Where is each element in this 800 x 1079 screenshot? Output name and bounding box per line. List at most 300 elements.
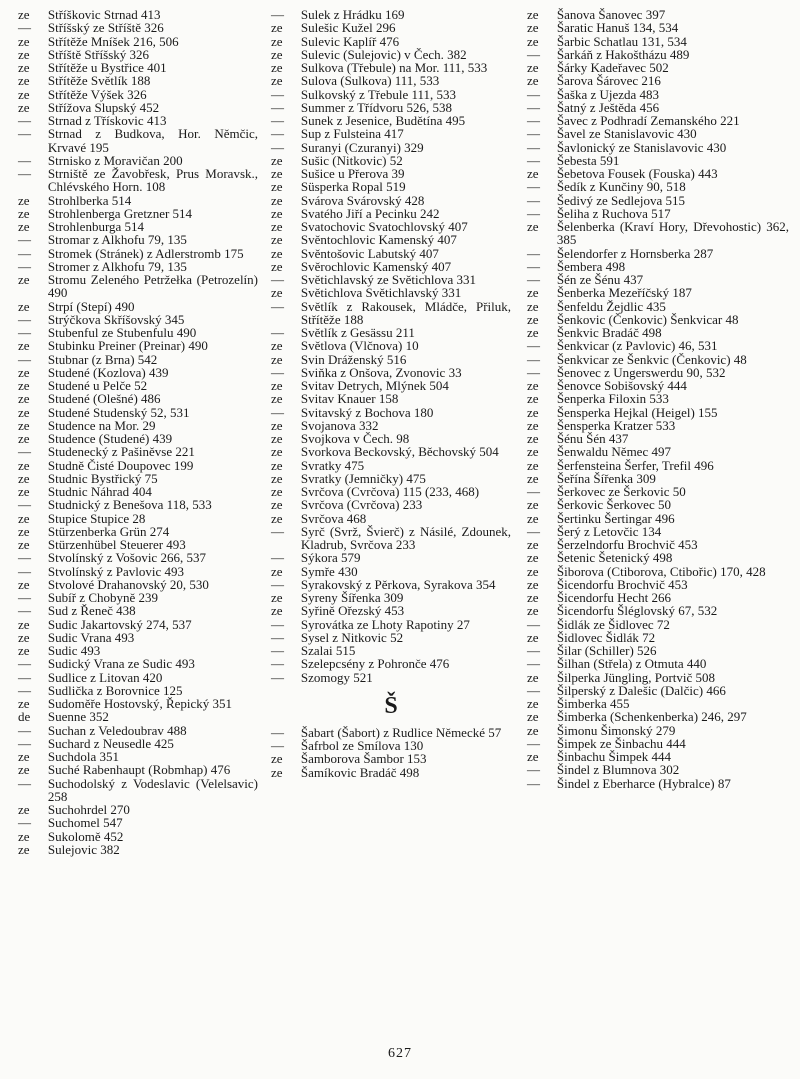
- index-entry: [271, 366, 511, 379]
- entry-text: Studené (Kozlova) 439: [47, 364, 169, 380]
- entry-text: Stříšský ze Stříště 326: [47, 20, 164, 36]
- entry-prefix: —: [18, 656, 31, 672]
- entry-prefix: —: [271, 616, 284, 632]
- entry-text: Svěntošovic Labutský 407: [300, 245, 439, 261]
- index-entry: [271, 207, 511, 220]
- entry-text: Sudic 493: [47, 643, 101, 658]
- entry-text: Suchomel 547: [47, 815, 123, 831]
- index-entry: [271, 604, 511, 617]
- entry-prefix: ze: [18, 404, 30, 420]
- index-entry: [271, 35, 511, 48]
- entry-prefix: ze: [271, 179, 283, 195]
- entry-prefix: —: [527, 735, 540, 751]
- index-entry: [271, 631, 511, 644]
- entry-prefix: ze: [527, 550, 539, 566]
- index-entry: [527, 313, 789, 326]
- entry-text: Studnic Náhrad 404: [47, 484, 152, 499]
- entry-text: Stříště Stříšský 326: [47, 46, 150, 62]
- entry-prefix: —: [527, 351, 540, 367]
- entry-text: Syrč (Svrž, Švierč) z Násilé, Zdounek, Kladrub, Svrčova 233: [300, 523, 511, 552]
- index-entry: [527, 737, 789, 750]
- entry-text: Šafrbol ze Smílova 130: [300, 738, 424, 753]
- entry-text: Střítěže Světlík 188: [47, 73, 151, 89]
- entry-text: Syreny Šířenka 309: [300, 590, 404, 605]
- entry-prefix: —: [18, 563, 31, 579]
- entry-prefix: —: [271, 643, 284, 658]
- entry-text: Světlova (Vlčnova) 10: [300, 338, 419, 354]
- entry-text: Šamíkovic Bradáč 498: [300, 764, 420, 780]
- index-entry: [527, 273, 789, 286]
- index-column-3: [527, 8, 789, 790]
- entry-text: Šerkovec ze Šerkovic 50: [556, 484, 686, 499]
- entry-text: Šenperka Filoxin 533: [556, 391, 669, 407]
- entry-prefix: ze: [271, 457, 283, 473]
- entry-text: Šensperka Hejkal (Heigel) 155: [556, 404, 718, 420]
- entry-prefix: —: [271, 325, 284, 340]
- entry-prefix: —: [527, 126, 540, 142]
- entry-prefix: ze: [18, 219, 30, 234]
- entry-text: Světichlavský ze Světichlova 331: [300, 272, 476, 287]
- index-entry: [18, 167, 258, 194]
- entry-prefix: ze: [271, 351, 283, 367]
- entry-prefix: ze: [271, 46, 283, 62]
- entry-text: Sulevic Kaplíř 476: [300, 33, 400, 49]
- entry-text: Střítěže Mníšek 216, 506: [47, 33, 179, 49]
- entry-prefix: ze: [18, 629, 30, 645]
- entry-text: Svrčova 468: [300, 510, 367, 526]
- entry-text: Symře 430: [300, 563, 358, 579]
- entry-text: Svojanova 332: [300, 417, 379, 433]
- entry-text: Stromer z Alkhofu 79, 135: [47, 258, 187, 274]
- index-entry: [527, 406, 789, 419]
- entry-prefix: ze: [18, 841, 30, 857]
- index-entry: [271, 472, 511, 485]
- index-entry: [527, 220, 789, 247]
- entry-text: Svitav Knauer 158: [300, 391, 399, 407]
- entry-prefix: —: [18, 735, 31, 751]
- entry-prefix: ze: [527, 298, 539, 314]
- index-entry: [18, 114, 258, 127]
- entry-text: Svatochovic Svatochlovský 407: [300, 219, 468, 234]
- index-entry: [18, 485, 258, 498]
- index-entry: [18, 830, 258, 843]
- entry-prefix: —: [271, 139, 284, 155]
- entry-prefix: —: [271, 298, 284, 314]
- index-entry: [18, 61, 258, 74]
- entry-text: Subíř z Chobyně 239: [47, 590, 159, 605]
- entry-prefix: —: [18, 590, 31, 605]
- entry-text: Šertinku Šertingar 496: [556, 510, 675, 526]
- entry-prefix: ze: [18, 364, 30, 380]
- entry-prefix: —: [271, 86, 284, 102]
- entry-prefix: ze: [18, 431, 30, 446]
- entry-prefix: ze: [527, 470, 539, 486]
- index-entry: [271, 498, 511, 511]
- index-entry: [18, 220, 258, 233]
- entry-prefix: —: [271, 113, 284, 128]
- entry-text: Šenwaldu Němec 497: [556, 444, 671, 460]
- index-entry: [271, 657, 511, 670]
- index-entry: [18, 339, 258, 352]
- index-entry: [18, 750, 258, 763]
- entry-text: Suchodolský z Vodeslavic (Velelsavic) 258: [47, 775, 258, 804]
- index-entry: [271, 21, 511, 34]
- index-entry: [527, 247, 789, 260]
- entry-prefix: ze: [271, 431, 283, 446]
- entry-text: Sup z Fulsteina 417: [300, 126, 404, 142]
- entry-prefix: —: [271, 404, 284, 420]
- index-entry: [18, 392, 258, 405]
- index-entry: [271, 339, 511, 352]
- index-entry: [18, 777, 258, 804]
- entry-text: Šeřína Šířenka 309: [556, 470, 656, 486]
- entry-text: Sulešic Kužel 296: [300, 20, 396, 36]
- entry-prefix: ze: [18, 643, 30, 658]
- index-entry: [18, 8, 258, 21]
- entry-prefix: ze: [527, 33, 539, 49]
- entry-prefix: ze: [18, 616, 30, 632]
- index-entry: [18, 127, 258, 154]
- entry-text: Studnický z Benešova 118, 533: [47, 497, 212, 513]
- index-entry: [271, 260, 511, 273]
- entry-prefix: ze: [18, 73, 30, 89]
- index-entry: [527, 684, 789, 697]
- entry-prefix: ze: [18, 828, 30, 844]
- index-entry: [527, 392, 789, 405]
- index-entry: [527, 366, 789, 379]
- entry-prefix: ze: [18, 99, 30, 115]
- entry-prefix: —: [527, 656, 540, 672]
- index-entry: [527, 61, 789, 74]
- entry-prefix: ze: [527, 431, 539, 446]
- index-entry: [527, 419, 789, 432]
- index-entry: [18, 273, 258, 300]
- index-entry: [18, 366, 258, 379]
- index-entry: [271, 419, 511, 432]
- entry-text: Stvolínský z Pavlovic 493: [47, 563, 185, 579]
- entry-prefix: ze: [271, 444, 283, 460]
- entry-text: Šicendorfu Hecht 266: [556, 590, 671, 605]
- entry-text: Šarkáň z Hakoštházu 489: [556, 46, 690, 62]
- index-entry: [527, 671, 789, 684]
- entry-prefix: ze: [271, 590, 283, 605]
- entry-text: Syrovátka ze Lhoty Rapotiny 27: [300, 616, 470, 632]
- index-entry: [271, 167, 511, 180]
- index-entry: [527, 763, 789, 776]
- entry-text: Sukolomě 452: [47, 828, 124, 844]
- index-entry: [527, 750, 789, 763]
- entry-text: Szelepcsény z Pohronče 476: [300, 656, 450, 672]
- entry-prefix: ze: [527, 629, 539, 645]
- entry-prefix: ze: [271, 166, 283, 181]
- entry-prefix: —: [18, 775, 31, 791]
- index-entry: [18, 48, 258, 61]
- entry-prefix: —: [18, 497, 31, 513]
- entry-prefix: ze: [527, 417, 539, 433]
- index-entry: [271, 671, 511, 684]
- index-entry: [527, 697, 789, 710]
- entry-text: Šimonu Šimonský 279: [556, 722, 676, 738]
- entry-text: Strohlenberga Gretzner 514: [47, 205, 193, 221]
- entry-prefix: ze: [18, 192, 30, 208]
- index-entry: [527, 101, 789, 114]
- entry-text: Süsperka Ropal 519: [300, 179, 406, 195]
- entry-prefix: ze: [18, 391, 30, 407]
- entry-prefix: —: [18, 351, 31, 367]
- section-letter-heading: Š: [384, 692, 398, 719]
- index-entry: [271, 485, 511, 498]
- entry-text: Šedivý ze Sedlejova 515: [556, 192, 686, 208]
- entry-text: Svrčova (Cvrčova) 115 (233, 468): [300, 484, 480, 499]
- index-entry: [271, 141, 511, 154]
- entry-text: Šiborova (Ctiborova, Ctibořic) 170, 428: [556, 563, 766, 579]
- entry-prefix: ze: [271, 764, 283, 780]
- entry-text: Šenkvicar (z Pavlovic) 46, 531: [556, 338, 718, 354]
- index-entry: [527, 260, 789, 273]
- index-entry: [271, 114, 511, 127]
- entry-prefix: —: [271, 576, 284, 592]
- index-entry: [527, 710, 789, 723]
- entry-text: Suranyi (Czuranyi) 329: [300, 139, 424, 155]
- entry-text: Šilperka Jüngling, Portvič 508: [556, 669, 716, 685]
- index-entry: [527, 127, 789, 140]
- entry-prefix: ze: [18, 7, 30, 22]
- index-entry: [271, 247, 511, 260]
- index-entry: [527, 618, 789, 631]
- index-entry: [271, 220, 511, 233]
- index-entry: [527, 35, 789, 48]
- entry-prefix: —: [527, 205, 540, 221]
- entry-prefix: ze: [527, 497, 539, 513]
- entry-text: Stupice Stupice 28: [47, 510, 146, 526]
- entry-text: Svárova Svárovský 428: [300, 192, 425, 208]
- entry-prefix: ze: [527, 7, 539, 22]
- index-entry: [18, 88, 258, 101]
- entry-text: Světichlova Světichlavský 331: [300, 285, 462, 301]
- entry-prefix: ze: [271, 417, 283, 433]
- entry-text: Světlík z Gesässu 211: [300, 325, 415, 340]
- index-entry: [18, 260, 258, 273]
- entry-prefix: ze: [18, 523, 30, 539]
- index-entry: [527, 591, 789, 604]
- entry-prefix: ze: [271, 73, 283, 89]
- entry-text: Suenne 352: [47, 709, 109, 725]
- entry-prefix: ze: [527, 73, 539, 89]
- entry-text: Sudic Vrana 493: [47, 629, 135, 645]
- entry-text: Šavec z Podhradí Zemanského 221: [556, 113, 740, 128]
- index-entry: [271, 353, 511, 366]
- index-entry: [18, 74, 258, 87]
- index-entry: [271, 8, 511, 21]
- index-entry: [527, 777, 789, 790]
- index-entry: [271, 286, 511, 299]
- entry-prefix: ze: [18, 272, 30, 287]
- entry-text: Strohlberka 514: [47, 192, 132, 208]
- entry-prefix: ze: [527, 311, 539, 327]
- entry-text: Šerfensteina Šerfer, Trefil 496: [556, 457, 714, 473]
- entry-prefix: —: [271, 126, 284, 142]
- entry-text: Stromar z Alkhofu 79, 135: [47, 232, 187, 248]
- entry-prefix: —: [271, 550, 284, 566]
- entry-text: Sušice u Přerova 39: [300, 166, 405, 181]
- index-columns: [0, 8, 800, 1038]
- entry-prefix: ze: [527, 285, 539, 301]
- entry-prefix: ze: [527, 576, 539, 592]
- entry-text: Šimberka (Schenkenberka) 246, 297: [556, 709, 747, 725]
- entry-text: Šerý z Letovčic 134: [556, 523, 662, 539]
- entry-prefix: —: [18, 682, 31, 698]
- entry-prefix: —: [271, 629, 284, 645]
- index-entry: [18, 194, 258, 207]
- entry-prefix: —: [527, 364, 540, 380]
- index-entry: [271, 180, 511, 193]
- index-entry: [18, 512, 258, 525]
- index-entry: [18, 697, 258, 710]
- entry-text: Studené u Pelče 52: [47, 378, 148, 393]
- entry-prefix: —: [527, 258, 540, 274]
- entry-text: Svitav Detrych, Mlýnek 504: [300, 378, 449, 393]
- index-entry: [527, 485, 789, 498]
- entry-prefix: ze: [18, 749, 30, 764]
- entry-text: Šaška z Ujezda 483: [556, 86, 660, 102]
- entry-prefix: ze: [527, 696, 539, 711]
- entry-text: Studence na Mor. 29: [47, 417, 156, 433]
- entry-text: Stürzenhübel Steuerer 493: [47, 537, 186, 552]
- entry-prefix: ze: [18, 417, 30, 433]
- index-entry: [527, 353, 789, 366]
- index-entry: [527, 459, 789, 472]
- entry-prefix: ze: [271, 751, 283, 767]
- index-entry: [271, 326, 511, 339]
- entry-prefix: ze: [18, 33, 30, 49]
- entry-text: Stromu Zeleného Petržełka (Petrozelín) 490: [47, 272, 258, 301]
- entry-prefix: —: [18, 258, 31, 274]
- index-entry: [18, 816, 258, 829]
- entry-text: Střížova Slupský 452: [47, 99, 160, 115]
- entry-text: Šenovce Sobišovský 444: [556, 378, 687, 393]
- index-entry: [271, 565, 511, 578]
- index-entry: [18, 498, 258, 511]
- index-entry: [271, 525, 511, 552]
- entry-text: Šárky Kadeřavec 502: [556, 60, 669, 75]
- index-entry: [527, 657, 789, 670]
- entry-prefix: ze: [18, 60, 30, 75]
- entry-text: Šanova Šanovec 397: [556, 7, 666, 22]
- index-entry: [527, 300, 789, 313]
- index-entry: [527, 326, 789, 339]
- entry-text: Svojkova v Čech. 98: [300, 431, 410, 446]
- entry-text: Stříškovic Strnad 413: [47, 7, 161, 22]
- entry-text: Stubinku Preiner (Preinar) 490: [47, 338, 208, 354]
- entry-prefix: —: [527, 523, 540, 539]
- entry-text: Šicendorfu Brochvič 453: [556, 576, 688, 592]
- entry-text: Šénu Šén 437: [556, 431, 629, 446]
- entry-prefix: —: [527, 682, 540, 698]
- index-entry: [527, 631, 789, 644]
- index-entry: [271, 726, 511, 739]
- entry-prefix: ze: [527, 722, 539, 738]
- entry-prefix: ze: [271, 258, 283, 274]
- index-entry: [527, 551, 789, 564]
- index-entry: [18, 525, 258, 538]
- entry-prefix: ze: [271, 563, 283, 579]
- index-column-1: [18, 8, 258, 856]
- entry-text: Šarova Šárovec 216: [556, 73, 661, 89]
- entry-prefix: ze: [527, 20, 539, 36]
- index-entry: [18, 803, 258, 816]
- entry-prefix: —: [527, 99, 540, 115]
- entry-prefix: ze: [18, 510, 30, 526]
- entry-prefix: ze: [271, 391, 283, 407]
- entry-prefix: ze: [527, 590, 539, 605]
- entry-text: Šavlonický ze Stanislavovic 430: [556, 139, 727, 155]
- entry-text: Šilperský z Dalešic (Dalčic) 466: [556, 682, 726, 698]
- entry-text: Sýkora 579: [300, 550, 361, 566]
- entry-text: Šedík z Kunčiny 90, 518: [556, 179, 686, 195]
- index-entry: [271, 445, 511, 458]
- index-entry: [18, 233, 258, 246]
- entry-text: Sulkova (Třebule) na Mor. 111, 533: [300, 60, 488, 75]
- entry-prefix: —: [18, 444, 31, 460]
- index-entry: [271, 739, 511, 752]
- index-entry: [18, 843, 258, 856]
- entry-text: Šimberka 455: [556, 696, 630, 711]
- index-entry: [18, 154, 258, 167]
- index-entry: [271, 644, 511, 657]
- entry-text: Šidlák ze Šidlovec 72: [556, 616, 670, 632]
- index-entry: [271, 392, 511, 405]
- index-entry: [18, 472, 258, 485]
- entry-prefix: —: [18, 550, 31, 566]
- entry-text: Studené Studenský 52, 531: [47, 404, 190, 420]
- entry-text: Sudic Jakartovský 274, 537: [47, 616, 192, 632]
- index-entry: [18, 445, 258, 458]
- entry-text: Strohlenburga 514: [47, 219, 145, 234]
- entry-prefix: ze: [527, 60, 539, 75]
- entry-text: Stvolové Drahanovský 20, 530: [47, 576, 209, 592]
- index-entry: [18, 21, 258, 34]
- entry-prefix: ze: [18, 576, 30, 592]
- index-entry: [18, 684, 258, 697]
- entry-text: Šenberka Mezeříčský 187: [556, 285, 692, 301]
- entry-text: Šenkvicar ze Šenkvic (Čenkovic) 48: [556, 351, 747, 367]
- entry-prefix: ze: [527, 325, 539, 340]
- index-entry: [18, 419, 258, 432]
- entry-text: Szomogy 521: [300, 669, 373, 685]
- entry-prefix: —: [527, 86, 540, 102]
- entry-prefix: —: [527, 113, 540, 128]
- entry-prefix: —: [527, 192, 540, 208]
- entry-text: Summer z Třídvoru 526, 538: [300, 99, 452, 115]
- entry-text: Šilar (Schiller) 526: [556, 643, 657, 658]
- entry-prefix: —: [527, 775, 540, 791]
- entry-text: Stubnar (z Brna) 542: [47, 351, 158, 367]
- index-entry: [18, 724, 258, 737]
- entry-prefix: de: [18, 709, 31, 725]
- entry-text: Sulevic (Sulejovic) v Čech. 382: [300, 46, 467, 62]
- entry-prefix: ze: [271, 33, 283, 49]
- entry-text: Šavel ze Stanislavovic 430: [556, 126, 697, 142]
- index-entry: [18, 644, 258, 657]
- entry-text: Svratky 475: [300, 457, 365, 473]
- entry-text: Svrčova (Cvrčova) 233: [300, 497, 423, 513]
- entry-text: Sunek z Jesenice, Budětína 495: [300, 113, 466, 128]
- entry-text: Šilhan (Střela) z Otmuta 440: [556, 656, 707, 672]
- entry-prefix: ze: [271, 497, 283, 513]
- entry-prefix: ze: [271, 232, 283, 248]
- entry-text: Šamborova Šambor 153: [300, 751, 427, 767]
- entry-prefix: ze: [271, 338, 283, 354]
